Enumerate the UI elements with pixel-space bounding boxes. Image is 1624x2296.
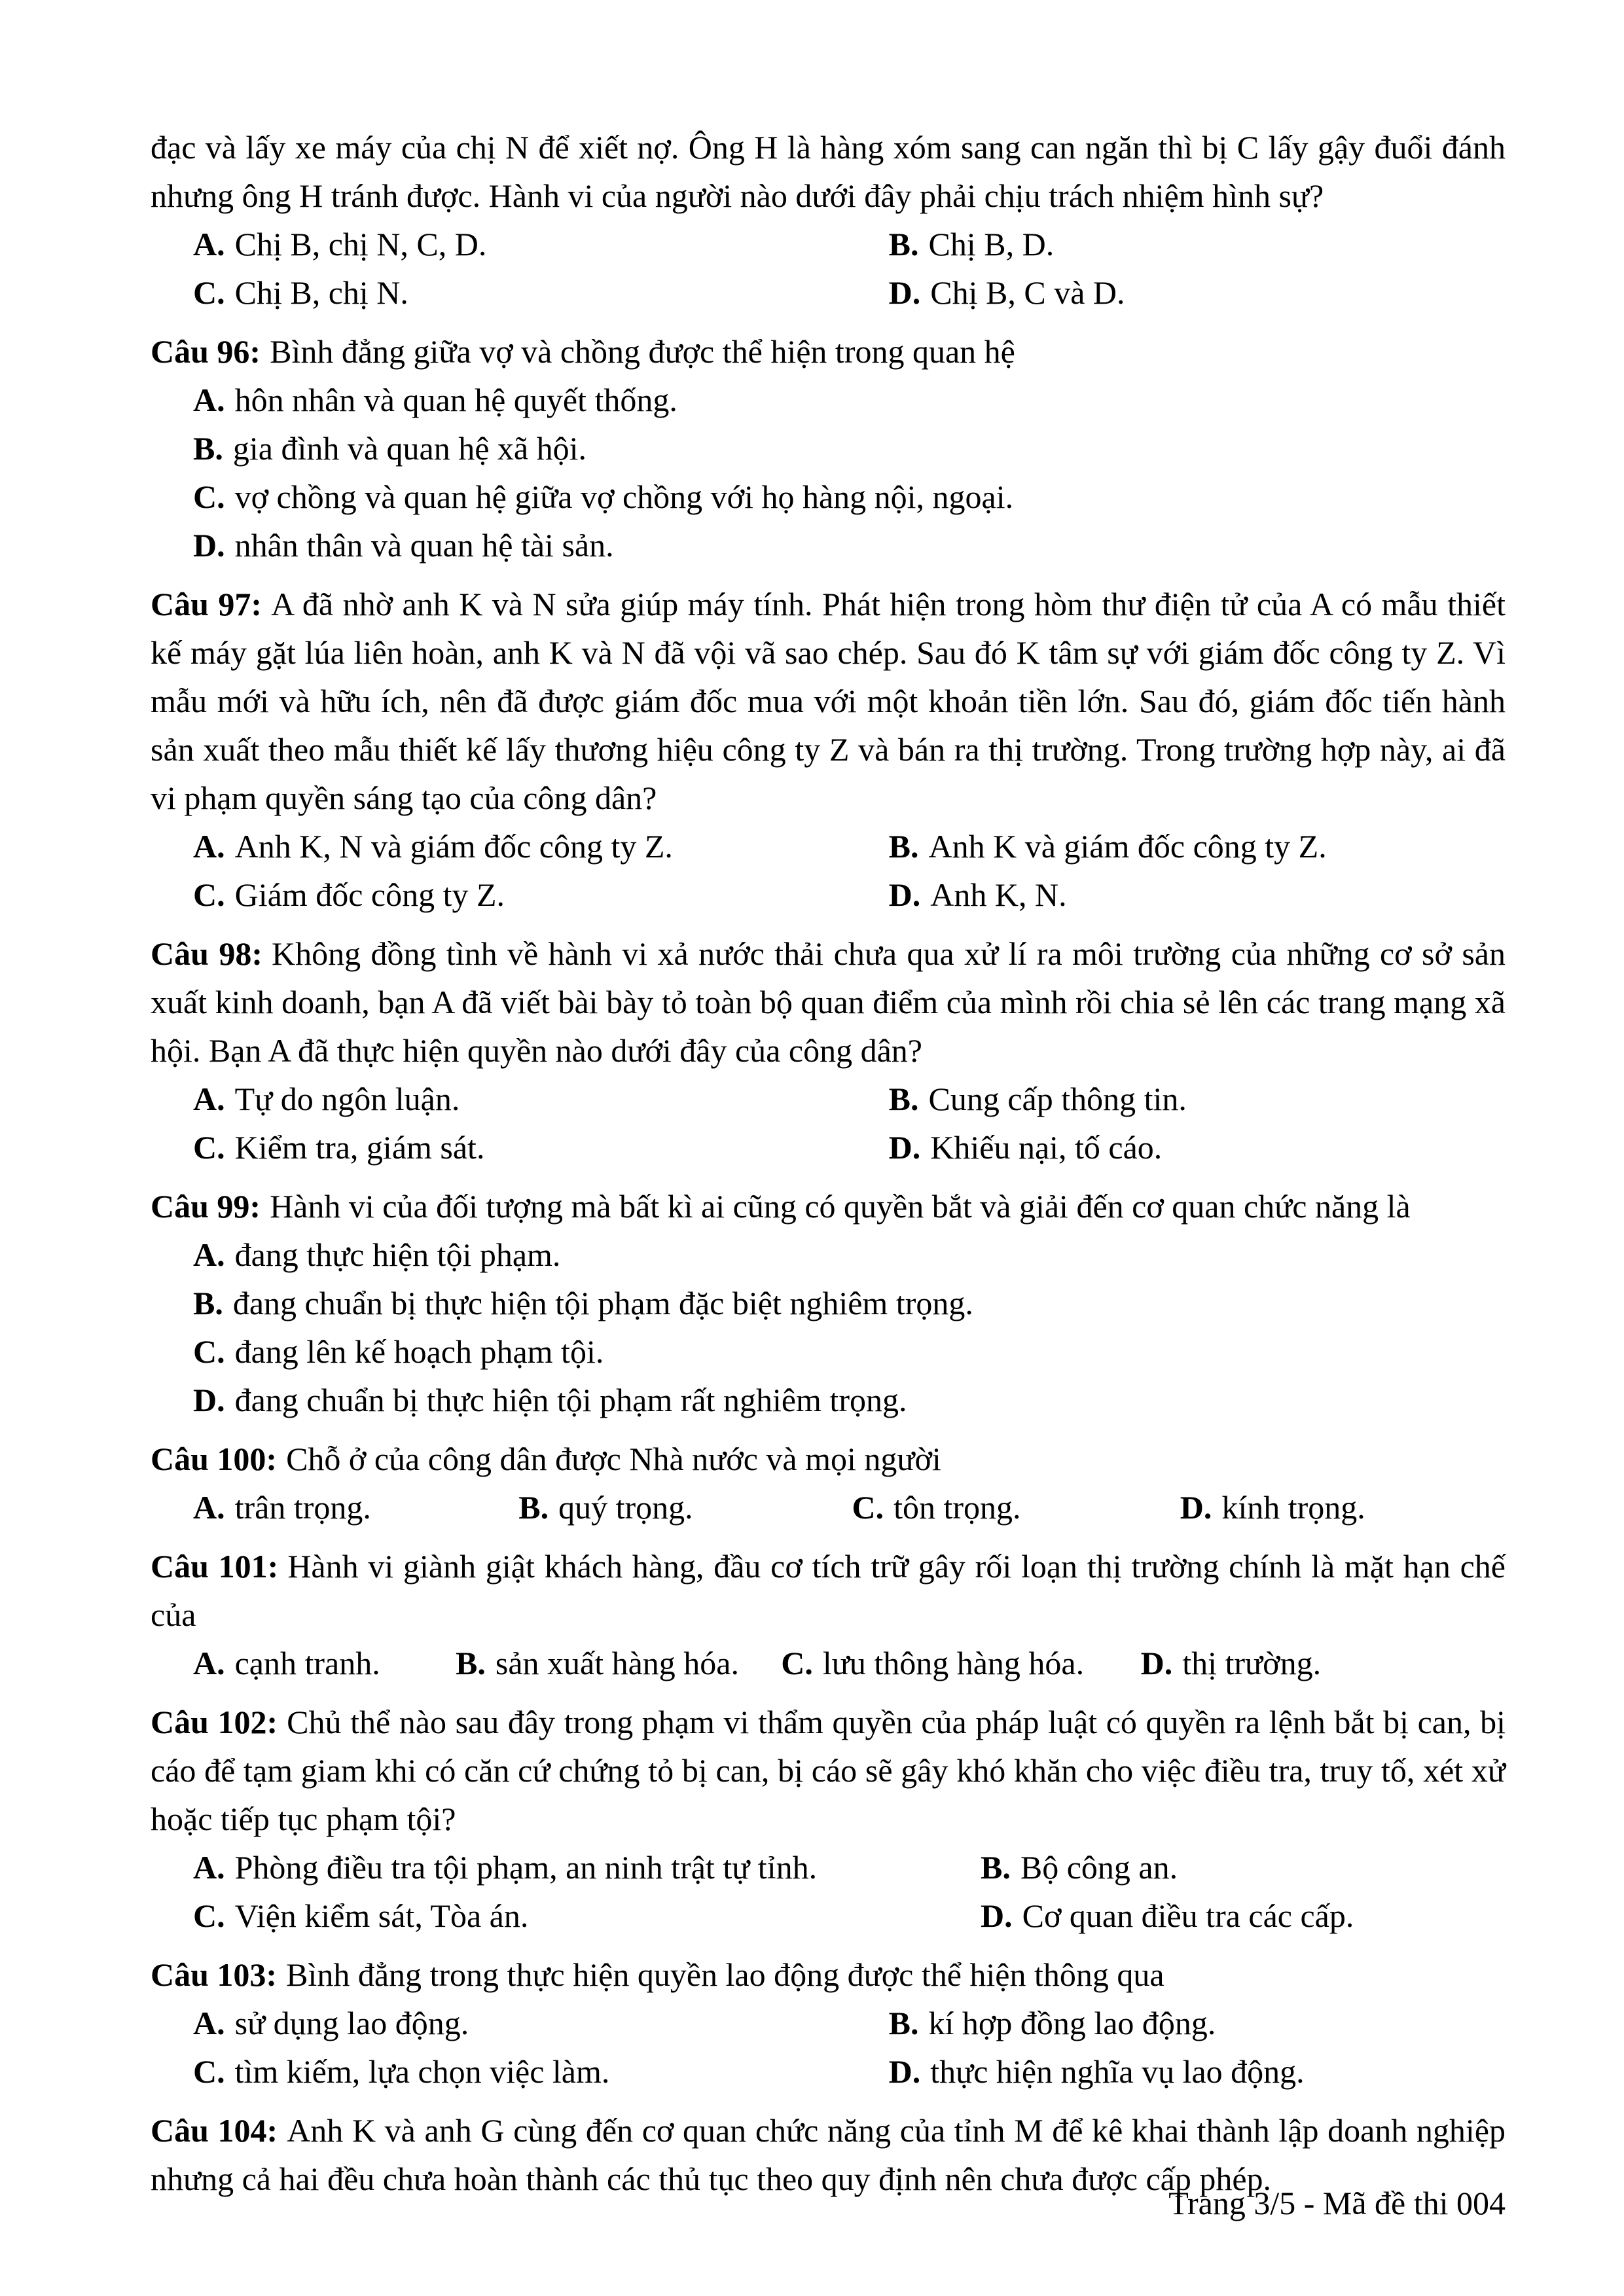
option-text: tôn trọng.: [893, 1489, 1021, 1526]
option-c: [193, 2047, 889, 2096]
option-text: sử dụng lao động.: [234, 2005, 469, 2041]
question-text: [151, 327, 1506, 376]
option-d: [193, 1376, 1506, 1424]
option-a: [193, 1843, 981, 1892]
option-a: [193, 376, 1506, 424]
option-b: [518, 1483, 852, 1532]
question-body: Bình đẳng trong thực hiện quyền lao động được thể hiện thông qua: [286, 1956, 1164, 1993]
option-text: Anh K, N và giám đốc công ty Z.: [234, 828, 673, 865]
option-text: quý trọng.: [558, 1489, 693, 1526]
question-block-101: [151, 1532, 1506, 1687]
option-d: [889, 870, 1506, 919]
option-key: B.: [888, 2005, 919, 2041]
option-a: [193, 1483, 518, 1532]
option-key: A.: [193, 1849, 225, 1886]
option-c: [193, 1327, 1506, 1376]
question-label: Câu 99:: [151, 1188, 261, 1225]
options-list: [151, 1230, 1506, 1424]
option-text: Anh K và giám đốc công ty Z.: [928, 828, 1327, 865]
question-label: Câu 96:: [151, 333, 261, 370]
option-key: D.: [193, 1382, 225, 1418]
question-text: [151, 1698, 1506, 1843]
option-a: [193, 1639, 456, 1687]
option-key: C.: [852, 1489, 884, 1526]
option-key: C.: [193, 478, 225, 515]
question-body: Anh K và anh G cùng đến cơ quan chức năng của tỉnh M để kê khai thành lập doanh nghiệp nhưng cả hai đều chưa hoàn thành các thủ tục theo quy định nên chưa được cấp phép.: [151, 2112, 1506, 2197]
option-text: gia đình và quan hệ xã hội.: [232, 430, 586, 467]
option-c: [193, 1892, 981, 1940]
option-key: B.: [888, 828, 919, 865]
options-list: [151, 1843, 1506, 1940]
question-label: Câu 102:: [151, 1704, 278, 1740]
option-c: [193, 870, 889, 919]
options-list: [151, 376, 1506, 569]
question-body: Bình đẳng giữa vợ và chồng được thể hiện trong quan hệ: [270, 333, 1015, 370]
options-list: [151, 1999, 1506, 2096]
question-text: [151, 580, 1506, 822]
option-text: Khiếu nại, tố cáo.: [930, 1129, 1163, 1166]
option-a: [193, 822, 889, 870]
option-d: [981, 1892, 1506, 1940]
option-text: đang thực hiện tội phạm.: [234, 1236, 561, 1273]
option-b: [889, 220, 1506, 268]
option-key: A.: [193, 382, 225, 418]
option-d: [889, 268, 1506, 317]
question-body: Chỗ ở của công dân được Nhà nước và mọi người: [286, 1441, 941, 1477]
option-d: [889, 2047, 1506, 2096]
question-block-98: [151, 919, 1506, 1172]
option-key: D.: [888, 876, 921, 913]
question-label: Câu 104:: [151, 2112, 278, 2149]
page-footer: Trang 3/5 - Mã đề thi 004: [1168, 2185, 1506, 2221]
option-key: D.: [981, 1897, 1013, 1934]
question-block-97: [151, 569, 1506, 919]
question-label: Câu 98:: [151, 935, 262, 972]
option-key: D.: [888, 1129, 921, 1166]
option-key: A.: [193, 1489, 225, 1526]
question-text: [151, 929, 1506, 1075]
option-text: Cung cấp thông tin.: [928, 1081, 1187, 1117]
options-list: [151, 220, 1506, 317]
option-d: [1141, 1639, 1506, 1687]
option-d: [889, 1123, 1506, 1172]
option-text: kính trọng.: [1221, 1489, 1365, 1526]
options-list: [151, 1075, 1506, 1172]
option-a: [193, 1999, 889, 2047]
option-b: [193, 1279, 1506, 1327]
option-text: Chị B, chị N, C, D.: [234, 226, 487, 262]
option-key: A.: [193, 1236, 225, 1273]
option-key: C.: [193, 876, 225, 913]
option-text: Anh K, N.: [930, 876, 1067, 913]
option-c: [193, 1123, 889, 1172]
option-text: Tự do ngôn luận.: [234, 1081, 460, 1117]
option-text: hôn nhân và quan hệ quyết thống.: [234, 382, 677, 418]
option-c: [193, 473, 1506, 521]
option-key: C.: [193, 274, 225, 311]
option-key: A.: [193, 1645, 225, 1681]
option-text: kí hợp đồng lao động.: [928, 2005, 1216, 2041]
question-text: [151, 1950, 1506, 1999]
option-key: B.: [456, 1645, 486, 1681]
option-key: D.: [1180, 1489, 1212, 1526]
option-key: C.: [781, 1645, 813, 1681]
option-text: đang lên kế hoạch phạm tội.: [234, 1333, 604, 1370]
option-key: D.: [888, 2053, 921, 2090]
option-text: Viện kiểm sát, Tòa án.: [234, 1897, 529, 1934]
option-text: nhân thân và quan hệ tài sản.: [234, 527, 614, 564]
question-body: Hành vi giành giật khách hàng, đầu cơ tích trữ gây rối loạn thị trường chính là mặt hạn chế của: [151, 1548, 1506, 1633]
option-key: A.: [193, 226, 225, 262]
option-a: [193, 220, 889, 268]
option-b: [889, 1999, 1506, 2047]
option-text: Cơ quan điều tra các cấp.: [1022, 1897, 1354, 1934]
option-text: trân trọng.: [234, 1489, 371, 1526]
option-a: [193, 1075, 889, 1123]
option-key: B.: [981, 1849, 1011, 1886]
option-text: Chị B, D.: [928, 226, 1055, 262]
question-text: [151, 1182, 1506, 1230]
question-label: Câu 100:: [151, 1441, 278, 1477]
question-label: Câu 103:: [151, 1956, 278, 1993]
option-key: D.: [193, 527, 225, 564]
options-list: [151, 822, 1506, 919]
option-text: thị trường.: [1182, 1645, 1322, 1681]
option-key: D.: [1140, 1645, 1173, 1681]
question-block-102: [151, 1687, 1506, 1940]
option-c: [852, 1483, 1180, 1532]
options-list: [151, 1639, 1506, 1687]
option-key: B.: [888, 1081, 919, 1117]
question-body: đạc và lấy xe máy của chị N để xiết nợ. Ông H là hàng xóm sang can ngăn thì bị C lấy gậy đuổi đánh nhưng ông H tránh được. Hành vi của người nào dưới đây phải chịu trách nhiệm hình sự?: [151, 129, 1506, 214]
option-text: đang chuẩn bị thực hiện tội phạm rất nghiêm trọng.: [234, 1382, 907, 1418]
option-key: D.: [888, 274, 921, 311]
option-c: [781, 1639, 1140, 1687]
option-key: B.: [888, 226, 919, 262]
option-text: Chị B, C và D.: [930, 274, 1125, 311]
option-b: [889, 1075, 1506, 1123]
option-text: đang chuẩn bị thực hiện tội phạm đặc biệt nghiêm trọng.: [232, 1285, 973, 1321]
option-key: A.: [193, 828, 225, 865]
question-block-99: [151, 1172, 1506, 1424]
option-c: [193, 268, 889, 317]
option-b: [981, 1843, 1506, 1892]
question-label: Câu 101:: [151, 1548, 279, 1585]
option-key: B.: [518, 1489, 549, 1526]
option-text: lưu thông hàng hóa.: [822, 1645, 1085, 1681]
option-text: Bộ công an.: [1020, 1849, 1178, 1886]
option-key: C.: [193, 1897, 225, 1934]
question-body: Chủ thể nào sau đây trong phạm vi thẩm quyền của pháp luật có quyền ra lệnh bắt bị can, bị cáo để tạm giam khi có căn cứ chứng tỏ bị can, bị cáo sẽ gây khó khăn cho việc điều tra, truy tố, xét xử hoặc tiếp tục phạm tội?: [151, 1704, 1506, 1837]
option-key: C.: [193, 2053, 225, 2090]
option-text: Kiểm tra, giám sát.: [234, 1129, 485, 1166]
question-body: Hành vi của đối tượng mà bất kì ai cũng có quyền bắt và giải đến cơ quan chức năng là: [270, 1188, 1411, 1225]
option-text: cạnh tranh.: [234, 1645, 380, 1681]
option-b: [193, 424, 1506, 473]
question-block-96: [151, 317, 1506, 569]
question-block-100: [151, 1424, 1506, 1532]
option-text: tìm kiếm, lựa chọn việc làm.: [234, 2053, 610, 2090]
option-text: Giám đốc công ty Z.: [234, 876, 505, 913]
option-d: [1180, 1483, 1506, 1532]
option-text: Phòng điều tra tội phạm, an ninh trật tự tỉnh.: [234, 1849, 818, 1886]
option-b: [889, 822, 1506, 870]
option-text: Chị B, chị N.: [234, 274, 408, 311]
option-key: B.: [193, 1285, 223, 1321]
option-a: [193, 1230, 1506, 1279]
question-body: Không đồng tình về hành vi xả nước thải chưa qua xử lí ra môi trường của những cơ sở sản xuất kinh doanh, bạn A đã viết bài bày tỏ toàn bộ quan điểm của mình rồi chia sẻ lên các trang mạng xã hội. Bạn A đã thực hiện quyền nào dưới đây của công dân?: [151, 935, 1506, 1069]
question-block-95-continuation: [151, 123, 1506, 317]
option-key: A.: [193, 2005, 225, 2041]
option-text: thực hiện nghĩa vụ lao động.: [930, 2053, 1305, 2090]
options-list: [151, 1483, 1506, 1532]
question-label: Câu 97:: [151, 586, 262, 622]
option-d: [193, 521, 1506, 569]
option-key: C.: [193, 1129, 225, 1166]
question-block-103: [151, 1940, 1506, 2096]
option-text: vợ chồng và quan hệ giữa vợ chồng với họ hàng nội, ngoại.: [234, 478, 1014, 515]
option-b: [456, 1639, 781, 1687]
option-text: sản xuất hàng hóa.: [495, 1645, 739, 1681]
option-key: A.: [193, 1081, 225, 1117]
question-text: [151, 123, 1506, 220]
question-body: A đã nhờ anh K và N sửa giúp máy tính. Phát hiện trong hòm thư điện tử của A có mẫu thiết kế máy gặt lúa liên hoàn, anh K và N đã vội vã sao chép. Sau đó K tâm sự với giám đốc công ty Z. Vì mẫu mới và hữu ích, nên đã được giám đốc mua với một khoản tiền lớn. Sau đó, giám đốc tiến hành sản xuất theo mẫu thiết kế lấy thương hiệu công ty Z và bán ra thị trường. Trong trường hợp này, ai đã vi phạm quyền sáng tạo của công dân?: [151, 586, 1506, 816]
question-text: [151, 1435, 1506, 1483]
option-key: B.: [193, 430, 223, 467]
question-text: [151, 1542, 1506, 1639]
option-key: C.: [193, 1333, 225, 1370]
